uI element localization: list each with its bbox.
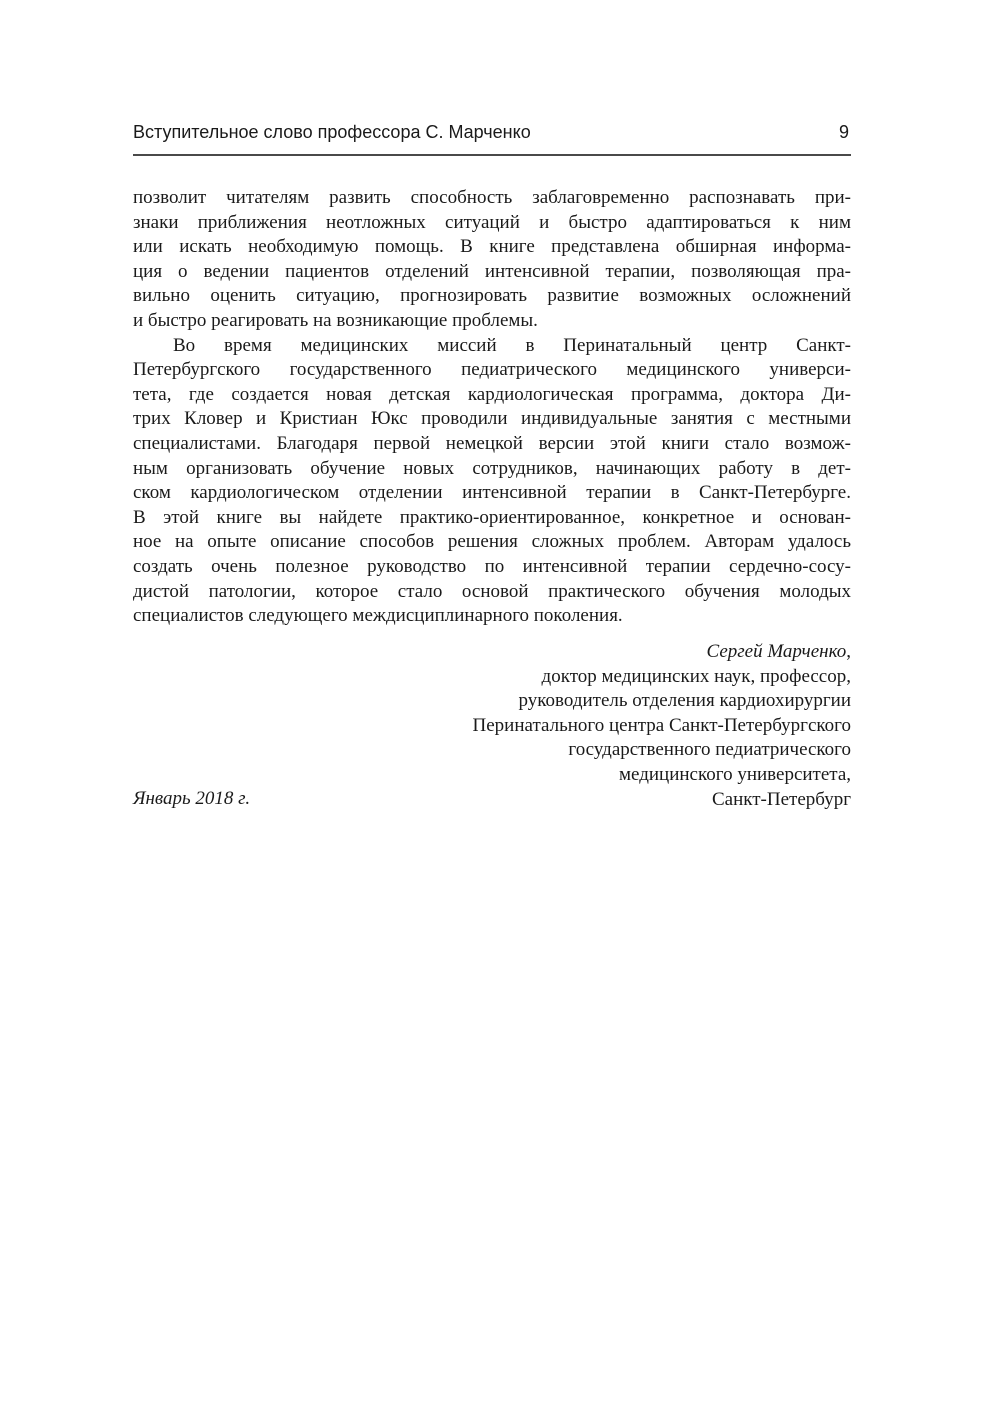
body-text bbox=[133, 186, 851, 629]
date-line: Январь 2018 г. bbox=[133, 788, 251, 809]
page-number: 9 bbox=[838, 122, 849, 142]
paragraph-line: создать очень полезное руководство по интенсивной терапии сердечно-сосу- bbox=[133, 555, 851, 577]
paragraph-line: ное на опыте описание способов решения сложных проблем. Авторам удалось bbox=[133, 531, 851, 553]
paragraph-2 bbox=[133, 334, 851, 629]
paragraph-line: тета, где создается новая детская кардиологическая программа, доктора Ди- bbox=[133, 383, 851, 405]
signature-line: доктор медицинских наук, профессор, bbox=[541, 665, 851, 687]
running-head bbox=[133, 120, 851, 156]
paragraph-line: специалистами. Благодаря первой немецкой версии этой книги стало возмож- bbox=[133, 432, 851, 454]
paragraph-line: Во время медицинских миссий в Перинатальный центр Санкт- bbox=[173, 334, 851, 356]
signature-name-line bbox=[133, 640, 851, 665]
paragraph-line: В этой книге вы найдете практико-ориентированное, конкретное и основан- bbox=[133, 506, 851, 528]
paragraph-line: трих Кловер и Кристиан Юкс проводили индивидуальные занятия с местными bbox=[133, 408, 851, 430]
signature-line: государственного педиатрического bbox=[568, 739, 851, 761]
paragraph-line: или искать необходимую помощь. В книге представлена обширная информа- bbox=[133, 236, 851, 258]
paragraph-line: знаки приближения неотложных ситуаций и быстро адаптироваться к ним bbox=[133, 211, 851, 233]
paragraph-line: Петербургского государственного педиатрического медицинского универси- bbox=[133, 359, 851, 381]
running-head-title: Вступительное слово профессора С. Марченко bbox=[133, 122, 531, 142]
paragraph-line: вильно оценить ситуацию, прогнозировать развитие возможных осложнений bbox=[133, 285, 851, 307]
signature-name-suffix: , bbox=[846, 641, 851, 662]
paragraph-line: позволит читателям развить способность заблаговременно распознавать при- bbox=[133, 187, 851, 208]
signature-line: Санкт-Петербург bbox=[711, 788, 851, 810]
paragraph-line: ным организовать обучение новых сотрудников, начинающих работу в дет- bbox=[133, 457, 851, 479]
signature-line: медицинского университета, bbox=[619, 763, 851, 785]
paragraph-1 bbox=[133, 186, 851, 334]
signature-line: руководитель отделения кардиохирургии bbox=[518, 690, 851, 712]
signature-line: Перинатального центра Санкт-Петербургского bbox=[472, 714, 851, 736]
signature-name: Сергей Марченко bbox=[706, 641, 847, 662]
paragraph-line: ция о ведении пациентов отделений интенсивной терапии, позволяющая пра- bbox=[133, 260, 851, 282]
paragraph-line: дистой патологии, которое стало основой практического обучения молодых bbox=[133, 580, 851, 602]
paragraph-line: специалистов следующего междисциплинарного поколения. bbox=[133, 605, 623, 627]
paragraph-line: и быстро реагировать на возникающие проблемы. bbox=[133, 309, 538, 331]
paragraph-line: ском кардиологическом отделении интенсивной терапии в Санкт-Петербурге. bbox=[133, 482, 851, 504]
